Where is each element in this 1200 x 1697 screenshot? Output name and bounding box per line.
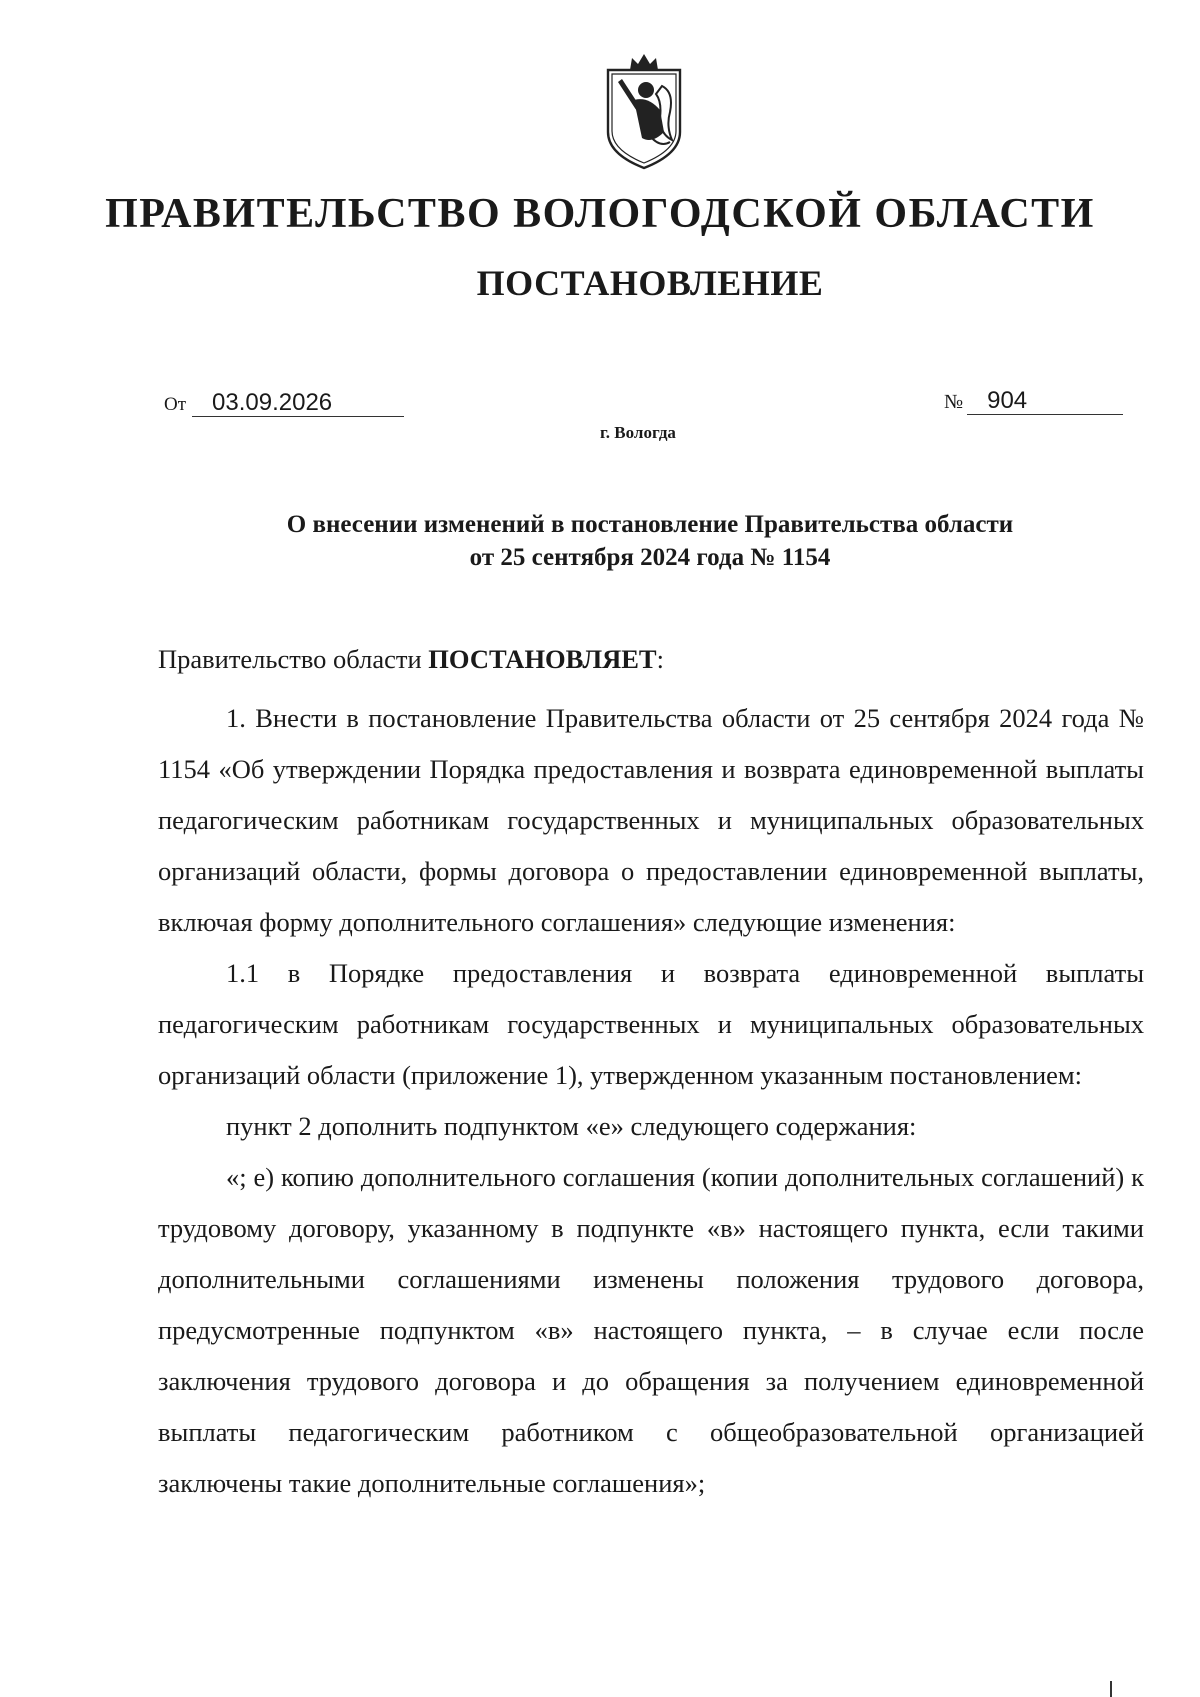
number-value: 904 bbox=[967, 388, 1123, 415]
number-label: № bbox=[944, 391, 964, 413]
date-field bbox=[164, 390, 404, 417]
paragraph-1-1: 1.1 в Порядке предоставления и возврата единовременной выплаты педагогическим работникам государственных и муниципальных образовательных организаций области (приложение 1), утвержденном указанным постановлением: bbox=[158, 958, 1144, 1090]
paragraph-1: 1. Внести в постановление Правительства области от 25 сентября 2024 года № 1154 «Об утверждении Порядка предоставления и возврата единовременной выплаты педагогическим работникам государственных и муниципальных образовательных организаций области, формы договора о предоставлении единовременной выплаты, включая форму дополнительного соглашения» следующие изменения: bbox=[158, 703, 1144, 937]
subject-line-2: от 25 сентября 2024 года № 1154 bbox=[469, 544, 831, 571]
city-name: г. Вологда bbox=[600, 423, 676, 442]
intro-paragraph bbox=[158, 634, 1144, 685]
document-type: ПОСТАНОВЛЕНИЕ bbox=[476, 263, 824, 303]
intro-resolves: ПОСТАНОВЛЯЕТ bbox=[428, 644, 657, 674]
page-edge-mark bbox=[1110, 1681, 1112, 1697]
intro-suffix: : bbox=[656, 644, 664, 674]
subject-line-1: О внесении изменений в постановление Правительства области bbox=[286, 511, 1014, 538]
paragraph-point-2: пункт 2 дополнить подпунктом «е» следующего содержания: bbox=[226, 1111, 917, 1141]
date-label: От bbox=[164, 394, 187, 415]
coat-of-arms-icon bbox=[604, 52, 684, 170]
intro-prefix: Правительство области bbox=[158, 644, 429, 674]
document-subject bbox=[0, 508, 1200, 574]
date-value: 03.09.2026 bbox=[192, 390, 404, 417]
document-body bbox=[158, 634, 1144, 1509]
number-field bbox=[944, 388, 1123, 415]
paragraph-subpoint-e: «; е) копию дополнительного соглашения (копии дополнительных соглашений) к трудовому договору, указанному в подпункте «в» настоящего пункта, если такими дополнительными соглашениями изменены положения трудового договора, предусмотренные подпунктом «в» настоящего пункта, – в случае если после заключения трудового договора и до обращения за получением единовременной выплаты педагогическим работником с общеобразовательной организацией заключены такие дополнительные соглашения»; bbox=[158, 1162, 1144, 1498]
government-title: ПРАВИТЕЛЬСТВО ВОЛОГОДСКОЙ ОБЛАСТИ bbox=[105, 191, 1095, 237]
